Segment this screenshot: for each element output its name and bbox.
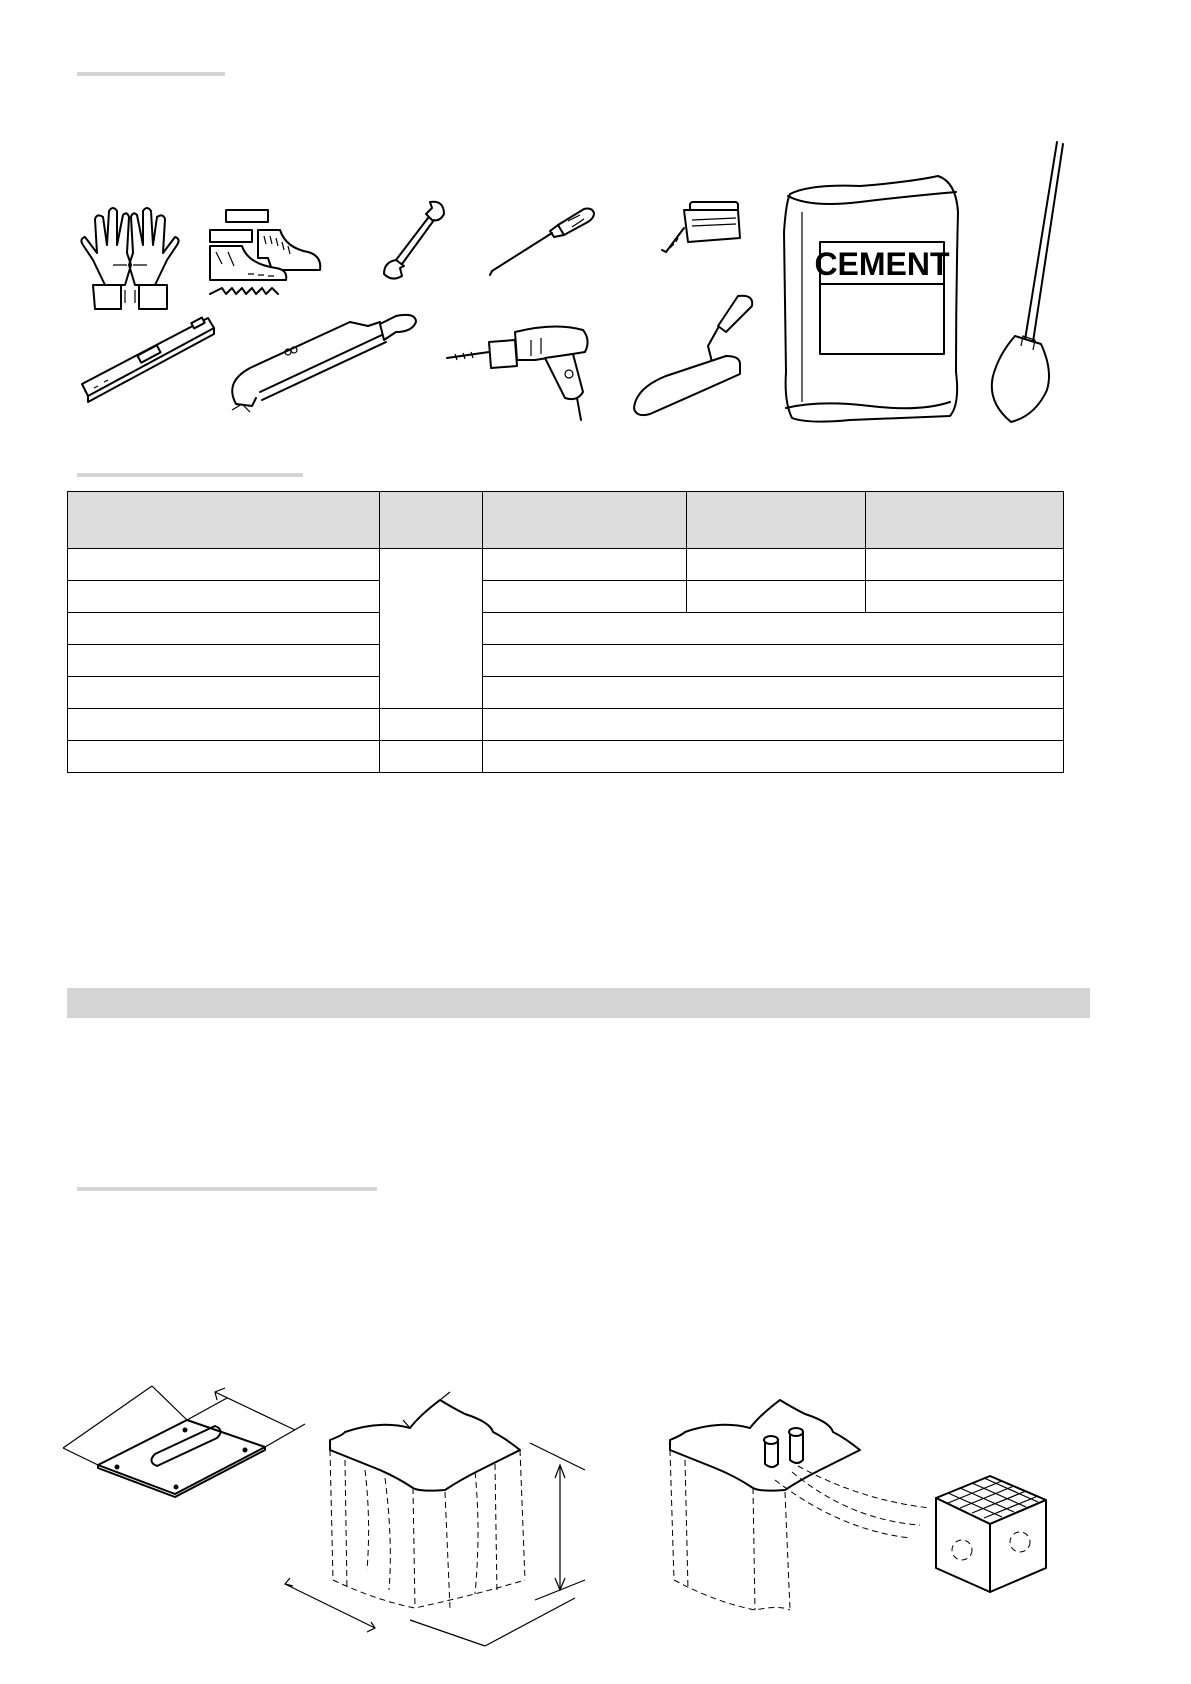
table-cell [482, 613, 1063, 645]
electric-drill-icon [445, 322, 595, 422]
table-row [68, 677, 1064, 709]
table-cell [68, 645, 380, 677]
table-cell [866, 549, 1064, 581]
spirit-level-icon [78, 312, 218, 404]
gloves-icon [75, 205, 185, 310]
table-cell [68, 581, 380, 613]
table-cell [68, 741, 380, 773]
section-rule-tools [77, 72, 225, 76]
foundation-pit-figure [285, 1380, 630, 1640]
table-cell [482, 549, 687, 581]
pit-with-conduits-figure [660, 1380, 1060, 1650]
table-cell [482, 741, 1063, 773]
header-cell [68, 492, 380, 549]
table-cell [687, 581, 866, 613]
table-cell [379, 709, 482, 741]
table-row [68, 741, 1064, 773]
tape-measure-icon [660, 198, 744, 276]
section-band [67, 988, 1090, 1018]
mounting-plate-figure [55, 1380, 305, 1510]
cement-label: CEMENT [814, 246, 950, 282]
table-cell [68, 549, 380, 581]
cement-bag-icon [780, 172, 962, 428]
section-rule-install [77, 1187, 377, 1191]
table-row [68, 709, 1064, 741]
spec-table [67, 491, 1064, 773]
screwdriver-icon [488, 205, 596, 277]
table-row [68, 549, 1064, 581]
table-cell [68, 677, 380, 709]
table-cell [482, 645, 1063, 677]
table-cell [379, 741, 482, 773]
hacksaw-icon [220, 312, 420, 422]
table-cell [68, 709, 380, 741]
safety-boots-icon [208, 208, 326, 296]
table-row [68, 581, 1064, 613]
table-cell [866, 581, 1064, 613]
shovel-icon [975, 140, 1065, 424]
table-header-row [68, 492, 1064, 549]
table-row [68, 645, 1064, 677]
trowel-icon [630, 292, 760, 420]
table-row [68, 613, 1064, 645]
header-cell [866, 492, 1064, 549]
table-cell [482, 581, 687, 613]
table-cell [482, 677, 1063, 709]
table-cell [68, 613, 380, 645]
table-cell [482, 709, 1063, 741]
header-cell [687, 492, 866, 549]
table-cell [379, 549, 482, 709]
header-cell [379, 492, 482, 549]
table-cell [687, 549, 866, 581]
header-cell [482, 492, 687, 549]
wrench-icon [380, 198, 448, 282]
section-rule-table [77, 473, 303, 477]
